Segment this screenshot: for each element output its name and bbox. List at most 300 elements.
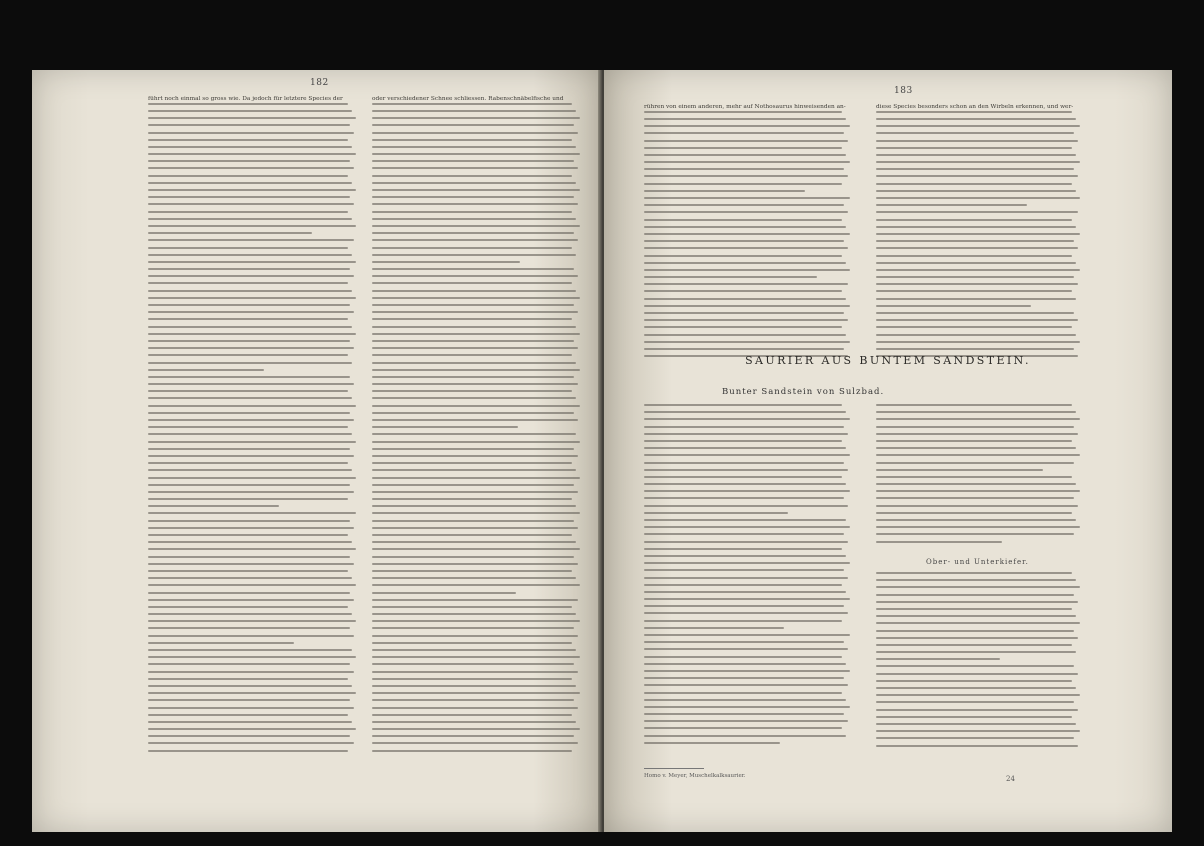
text-line — [876, 111, 1072, 113]
text-line — [372, 692, 580, 694]
text-line — [644, 204, 844, 206]
text-line — [876, 426, 1074, 428]
text-line — [372, 728, 580, 730]
text-line — [876, 197, 1080, 199]
text-line — [876, 334, 1076, 336]
right-top-col2-text-lines — [876, 111, 1080, 357]
text-line — [876, 312, 1074, 314]
text-line — [148, 405, 356, 407]
text-line — [372, 225, 580, 227]
text-line — [148, 520, 350, 522]
text-line — [372, 419, 578, 421]
text-line — [148, 635, 354, 637]
text-line — [644, 418, 850, 420]
text-line — [148, 512, 356, 514]
text-line — [148, 448, 350, 450]
text-line — [876, 175, 1078, 177]
text-line — [876, 651, 1076, 653]
text-line — [644, 334, 846, 336]
text-line — [148, 462, 348, 464]
text-line — [644, 462, 844, 464]
text-line — [644, 283, 848, 285]
text-line — [372, 153, 580, 155]
section-title: SAURIER AUS BUNTEM SANDSTEIN. — [745, 354, 1031, 367]
text-line — [148, 311, 354, 313]
small-heading: Ober- und Unterkiefer. — [926, 558, 1029, 566]
text-line — [876, 418, 1080, 420]
text-line — [148, 182, 352, 184]
text-line — [148, 369, 264, 371]
text-line — [644, 140, 848, 142]
text-line — [876, 694, 1080, 696]
text-line — [372, 685, 576, 687]
text-line — [876, 469, 1043, 471]
text-line — [644, 548, 842, 550]
text-line — [876, 204, 1027, 206]
text-line — [148, 577, 352, 579]
text-line — [876, 348, 1074, 350]
text-line — [148, 211, 348, 213]
text-line — [148, 297, 356, 299]
left-page — [32, 70, 602, 832]
text-line — [372, 182, 576, 184]
text-line — [876, 219, 1072, 221]
text-line — [644, 255, 842, 257]
text-line — [148, 412, 350, 414]
text-line — [148, 649, 352, 651]
text-line — [876, 161, 1080, 163]
text-line — [372, 326, 576, 328]
text-line — [876, 454, 1080, 456]
text-line — [148, 268, 350, 270]
text-line — [372, 448, 574, 450]
text-line — [876, 226, 1076, 228]
text-line — [148, 261, 356, 263]
text-line — [372, 577, 576, 579]
text-line — [372, 556, 574, 558]
text-line — [876, 512, 1072, 514]
text-line — [876, 665, 1074, 667]
text-line — [644, 276, 817, 278]
text-line — [372, 103, 572, 105]
text-line — [644, 569, 844, 571]
text-line — [644, 312, 844, 314]
text-line — [372, 297, 580, 299]
text-line — [148, 196, 350, 198]
text-line — [372, 714, 572, 716]
text-line — [148, 541, 352, 543]
text-line — [644, 627, 784, 629]
text-line — [644, 533, 844, 535]
left-page-number: 182 — [310, 78, 329, 88]
text-line — [148, 304, 350, 306]
text-line — [148, 592, 350, 594]
text-line — [876, 262, 1076, 264]
text-line — [372, 548, 580, 550]
subsection-title: Bunter Sandstein von Sulzbad. — [722, 387, 885, 397]
text-line — [148, 606, 348, 608]
text-line — [644, 341, 850, 343]
text-line — [372, 189, 580, 191]
text-line — [372, 627, 574, 629]
text-line — [148, 153, 356, 155]
text-line — [876, 709, 1078, 711]
text-line — [644, 111, 842, 113]
text-line — [644, 118, 846, 120]
text-line — [148, 232, 312, 234]
text-line — [876, 723, 1076, 725]
text-line — [644, 483, 846, 485]
text-line — [148, 663, 350, 665]
text-line — [644, 298, 846, 300]
text-line — [372, 606, 572, 608]
text-line — [644, 433, 848, 435]
text-line — [148, 390, 348, 392]
text-line — [148, 247, 348, 249]
text-line — [644, 526, 850, 528]
text-line — [372, 218, 576, 220]
text-line — [876, 630, 1074, 632]
text-line — [372, 469, 576, 471]
text-line — [876, 572, 1072, 574]
text-line — [372, 275, 578, 277]
right-bottom-column-1 — [644, 404, 850, 749]
text-line — [644, 505, 848, 507]
footer-credit: Homo v. Meyer, Muschelkalksaurier. — [644, 773, 746, 779]
text-line — [372, 354, 572, 356]
signature-mark: 24 — [1006, 775, 1015, 783]
text-line — [876, 125, 1080, 127]
text-line — [148, 735, 350, 737]
text-line — [876, 644, 1072, 646]
text-line — [876, 118, 1076, 120]
text-line — [372, 656, 580, 658]
text-line — [148, 275, 354, 277]
text-line — [372, 455, 578, 457]
text-line — [148, 103, 348, 105]
text-line — [644, 641, 844, 643]
text-line — [148, 534, 348, 536]
text-line — [644, 584, 842, 586]
text-line — [372, 268, 574, 270]
text-line — [876, 326, 1072, 328]
text-line — [372, 735, 574, 737]
text-line — [644, 240, 844, 242]
left-col1-text-lines — [148, 103, 356, 752]
text-line — [148, 491, 354, 493]
text-line — [644, 677, 844, 679]
text-line — [644, 226, 846, 228]
text-line — [372, 663, 574, 665]
text-line — [148, 318, 348, 320]
text-line — [644, 692, 842, 694]
right-page — [604, 70, 1172, 832]
right-bottom-col2-text-lines-lower — [876, 572, 1080, 747]
text-line — [148, 570, 348, 572]
text-line — [876, 680, 1072, 682]
text-line — [148, 642, 294, 644]
book-spread — [32, 70, 1172, 832]
text-line — [372, 750, 572, 752]
text-line — [148, 124, 350, 126]
text-line — [876, 190, 1076, 192]
text-line — [372, 678, 572, 680]
text-line — [372, 362, 576, 364]
text-line — [644, 620, 842, 622]
right-bottom-col2-text-lines-upper — [876, 404, 1080, 543]
text-line — [148, 742, 354, 744]
text-line — [644, 440, 842, 442]
text-line — [148, 714, 348, 716]
text-line — [372, 520, 574, 522]
text-line — [876, 462, 1074, 464]
text-line — [644, 699, 846, 701]
text-line — [876, 637, 1078, 639]
right-bottom-col1-text-lines — [644, 404, 850, 744]
text-line — [148, 750, 348, 752]
text-line — [876, 404, 1072, 406]
text-line — [876, 433, 1078, 435]
text-line — [148, 620, 356, 622]
text-line — [876, 533, 1074, 535]
text-line — [148, 692, 356, 694]
text-line — [148, 656, 356, 658]
text-line — [148, 167, 354, 169]
text-line — [644, 562, 850, 564]
text-line — [876, 745, 1078, 747]
text-line — [372, 347, 578, 349]
text-line — [644, 555, 846, 557]
text-line — [644, 147, 842, 149]
text-line — [644, 648, 848, 650]
text-line — [372, 462, 572, 464]
text-line — [644, 663, 846, 665]
text-line — [148, 117, 356, 119]
text-line — [148, 433, 352, 435]
text-line — [148, 477, 356, 479]
text-line — [644, 454, 850, 456]
left-col2-first-line: oder verschiedener Schnee schliessen. Rabenschnäbelfische und — [372, 96, 564, 102]
text-line — [876, 447, 1076, 449]
text-line — [148, 333, 356, 335]
text-line — [148, 627, 350, 629]
text-line — [876, 154, 1076, 156]
text-line — [644, 742, 780, 744]
text-line — [876, 147, 1072, 149]
text-line — [644, 684, 848, 686]
text-line — [148, 613, 352, 615]
text-line — [644, 612, 848, 614]
text-line — [876, 247, 1078, 249]
text-line — [876, 701, 1074, 703]
text-line — [876, 476, 1072, 478]
text-line — [876, 608, 1072, 610]
text-line — [644, 247, 848, 249]
text-line — [644, 233, 850, 235]
text-line — [148, 254, 352, 256]
text-line — [372, 505, 576, 507]
text-line — [876, 183, 1072, 185]
text-line — [644, 348, 844, 350]
right-top-column-1 — [644, 104, 850, 362]
text-line — [148, 132, 354, 134]
text-line — [876, 290, 1072, 292]
text-line — [148, 584, 356, 586]
text-line — [148, 548, 356, 550]
text-line — [372, 534, 572, 536]
right-bottom-column-2 — [876, 404, 1080, 548]
text-line — [372, 512, 580, 514]
text-line — [644, 305, 850, 307]
left-page-column-1 — [148, 96, 356, 757]
text-line — [372, 613, 576, 615]
text-line — [876, 658, 1000, 660]
text-line — [372, 247, 572, 249]
text-line — [372, 433, 576, 435]
text-line — [148, 484, 350, 486]
text-line — [372, 110, 576, 112]
text-line — [148, 146, 352, 148]
text-line — [372, 635, 578, 637]
text-line — [644, 197, 850, 199]
text-line — [372, 599, 578, 601]
text-line — [372, 563, 578, 565]
right-col1-first-line: rühren von einem anderen, mehr auf Nothosaurus hinweisenden an- — [644, 104, 846, 110]
text-line — [644, 262, 846, 264]
text-line — [372, 196, 574, 198]
footnote-rule — [644, 768, 704, 769]
text-line — [372, 390, 572, 392]
text-line — [876, 586, 1080, 588]
text-line — [644, 426, 844, 428]
text-line — [372, 167, 578, 169]
text-line — [372, 649, 576, 651]
text-line — [148, 218, 352, 220]
text-line — [644, 168, 844, 170]
text-line — [372, 671, 578, 673]
text-line — [876, 319, 1078, 321]
text-line — [644, 190, 805, 192]
text-line — [876, 283, 1078, 285]
text-line — [876, 132, 1074, 134]
text-line — [644, 634, 850, 636]
text-line — [644, 219, 842, 221]
text-line — [372, 584, 580, 586]
text-line — [372, 340, 574, 342]
text-line — [148, 203, 354, 205]
right-col2-first-line: diese Species besonders schon an den Wirbeln erkennen, und wer- — [876, 104, 1074, 110]
text-line — [876, 269, 1080, 271]
text-line — [644, 175, 848, 177]
text-line — [372, 620, 580, 622]
text-line — [148, 455, 354, 457]
text-line — [372, 376, 574, 378]
text-line — [372, 397, 576, 399]
text-line — [644, 577, 848, 579]
text-line — [876, 601, 1078, 603]
text-line — [372, 570, 572, 572]
text-line — [148, 469, 352, 471]
left-col2-text-lines — [372, 103, 580, 752]
text-line — [148, 225, 356, 227]
text-line — [148, 290, 352, 292]
text-line — [644, 319, 848, 321]
text-line — [876, 140, 1078, 142]
text-line — [372, 642, 572, 644]
text-line — [372, 117, 580, 119]
text-line — [372, 491, 578, 493]
text-line — [644, 154, 846, 156]
text-line — [372, 699, 574, 701]
text-line — [148, 282, 348, 284]
text-line — [876, 233, 1080, 235]
text-line — [372, 742, 578, 744]
text-line — [372, 239, 578, 241]
text-line — [148, 563, 354, 565]
text-line — [876, 737, 1074, 739]
text-line — [644, 720, 848, 722]
text-line — [372, 311, 578, 313]
text-line — [148, 685, 352, 687]
text-line — [644, 211, 848, 213]
text-line — [148, 505, 279, 507]
text-line — [876, 276, 1074, 278]
text-line — [644, 490, 850, 492]
text-line — [644, 519, 846, 521]
text-line — [372, 146, 576, 148]
text-line — [644, 497, 844, 499]
text-line — [372, 203, 578, 205]
text-line — [876, 519, 1076, 521]
text-line — [876, 490, 1080, 492]
text-line — [644, 512, 788, 514]
text-line — [876, 255, 1072, 257]
text-line — [644, 161, 850, 163]
text-line — [148, 160, 350, 162]
text-line — [644, 476, 842, 478]
text-line — [876, 526, 1080, 528]
text-line — [876, 730, 1080, 732]
text-line — [148, 397, 352, 399]
text-line — [644, 404, 842, 406]
text-line — [876, 168, 1074, 170]
text-line — [372, 405, 580, 407]
text-line — [644, 183, 842, 185]
left-col1-first-line: führt noch einmal so gross wie. Da jedoch für letztere Species der — [148, 96, 343, 102]
text-line — [644, 598, 850, 600]
text-line — [876, 541, 1002, 543]
text-line — [644, 706, 850, 708]
text-line — [876, 483, 1076, 485]
text-line — [148, 419, 354, 421]
text-line — [876, 594, 1074, 596]
text-line — [644, 290, 842, 292]
text-line — [876, 211, 1078, 213]
text-line — [644, 656, 842, 658]
text-line — [372, 369, 580, 371]
text-line — [372, 412, 574, 414]
text-line — [148, 699, 350, 701]
right-top-col1-text-lines — [644, 111, 850, 357]
text-line — [148, 175, 348, 177]
text-line — [644, 132, 844, 134]
text-line — [644, 735, 846, 737]
text-line — [876, 298, 1076, 300]
text-line — [876, 240, 1074, 242]
text-line — [372, 441, 580, 443]
text-line — [148, 498, 348, 500]
text-line — [148, 362, 352, 364]
